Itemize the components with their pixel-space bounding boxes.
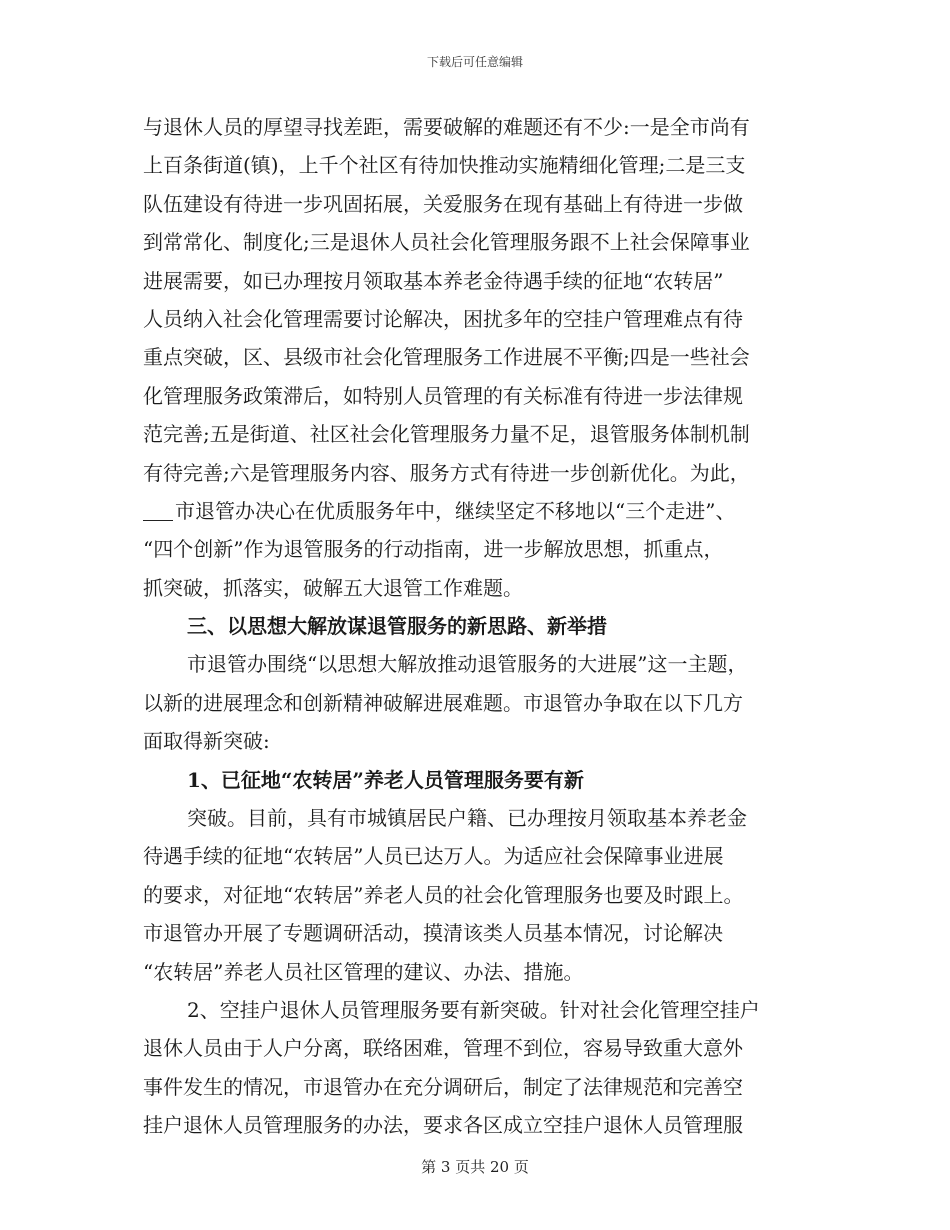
paragraph-line (143, 415, 813, 453)
paragraph-line (143, 1068, 813, 1106)
line-text: 待遇手续的征地“农转居”人员已达万人。为适应社会保障事业进展 (143, 844, 724, 869)
line-text: 化管理服务政策滞后，如特别人员管理的有关标准有待进一步法律规 (143, 383, 743, 408)
paragraph-line (143, 1106, 813, 1144)
paragraph-line (143, 262, 813, 300)
line-text: 突破。目前，具有市城镇居民户籍、已办理按月领取基本养老金 (187, 806, 747, 831)
page-footer: 第 3 页共 20 页 (421, 1158, 529, 1176)
line-text: 2、空挂户退休人员管理服务要有新突破。针对社会化管理空挂户 (187, 997, 760, 1022)
line-text: 以新的进展理念和创新精神破解进展难题。市退管办争取在以下几方 (143, 690, 743, 715)
paragraph-line (143, 377, 813, 415)
line-text: 的要求，对征地“农转居”养老人员的社会化管理服务也要及时跟上。 (143, 882, 744, 907)
line-text: 事件发生的情况，市退管办在充分调研后，制定了法律规范和完善空 (143, 1074, 743, 1099)
document-body (143, 108, 813, 1145)
paragraph-line (143, 108, 813, 146)
line-text: 到常常化、制度化;三是退休人员社会化管理服务跟不上社会保障事业 (143, 230, 750, 255)
paragraph-line (143, 454, 813, 492)
paragraph-line (143, 338, 813, 376)
line-text: 范完善;五是街道、社区社会化管理服务力量不足，退管服务体制机制 (143, 422, 750, 447)
line-text: 队伍建设有待进一步巩固拓展，关爱服务在现有基础上有待进一步做 (143, 191, 743, 216)
line-text: 市退管办围绕“以思想大解放推动退管服务的大进展”这一主题， (187, 652, 748, 677)
line-text: 重点突破，区、县级市社会化管理服务工作进展不平衡;四是一些社会 (143, 345, 750, 370)
line-text: 市退管办开展了专题调研活动，摸清该类人员基本情况，讨论解决 (143, 921, 723, 946)
line-text: 市退管办决心在优质服务年中，继续坚定不移地以“三个走进”、 (175, 498, 736, 523)
paragraph-line (143, 645, 813, 683)
paragraph-line (143, 799, 813, 837)
line-text: 人员纳入社会化管理需要讨论解决，困扰多年的空挂户管理难点有待 (143, 306, 743, 331)
paragraph-line (143, 569, 813, 607)
paragraph-line (143, 185, 813, 223)
paragraph-line (143, 1029, 813, 1067)
page-header: 下载后可任意编辑 (426, 55, 523, 69)
fill-in-blank (143, 500, 173, 521)
paragraph-line (143, 300, 813, 338)
line-text: 挂户退休人员管理服务的办法，要求各区成立空挂户退休人员管理服 (143, 1113, 743, 1138)
section-heading (143, 607, 813, 645)
line-text: “四个创新”作为退管服务的行动指南，进一步解放思想，抓重点， (143, 537, 724, 562)
paragraph-line (143, 530, 813, 568)
paragraph-line (143, 914, 813, 952)
line-text: 1、已征地“农转居”养老人员管理服务要有新 (187, 767, 584, 792)
line-text: 三、以思想大解放谋退管服务的新思路、新举措 (187, 614, 607, 639)
line-text: 退休人员由于人户分离，联络困难，管理不到位，容易导致重大意外 (143, 1036, 743, 1061)
line-text: 抓突破，抓落实，破解五大退管工作难题。 (143, 575, 523, 600)
paragraph-line (143, 953, 813, 991)
paragraph-line (143, 722, 813, 760)
line-text: 上百条街道(镇)，上千个社区有待加快推动实施精细化管理;二是三支 (143, 153, 746, 178)
line-text: “农转居”养老人员社区管理的建议、办法、措施。 (143, 959, 584, 984)
paragraph-line (143, 876, 813, 914)
paragraph-line (143, 837, 813, 875)
paragraph-line (143, 492, 813, 530)
paragraph-line (143, 223, 813, 261)
section-heading (143, 761, 813, 799)
line-text: 与退休人员的厚望寻找差距，需要破解的难题还有不少:一是全市尚有 (143, 115, 750, 139)
line-text: 进展需要，如已办理按月领取基本养老金待遇手续的征地“农转居” (143, 268, 724, 293)
paragraph-line (143, 684, 813, 722)
line-text: 面取得新突破: (143, 729, 270, 754)
paragraph-line (143, 991, 813, 1029)
line-text: 有待完善;六是管理服务内容、服务方式有待进一步创新优化。为此， (143, 460, 750, 485)
paragraph-line (143, 146, 813, 184)
